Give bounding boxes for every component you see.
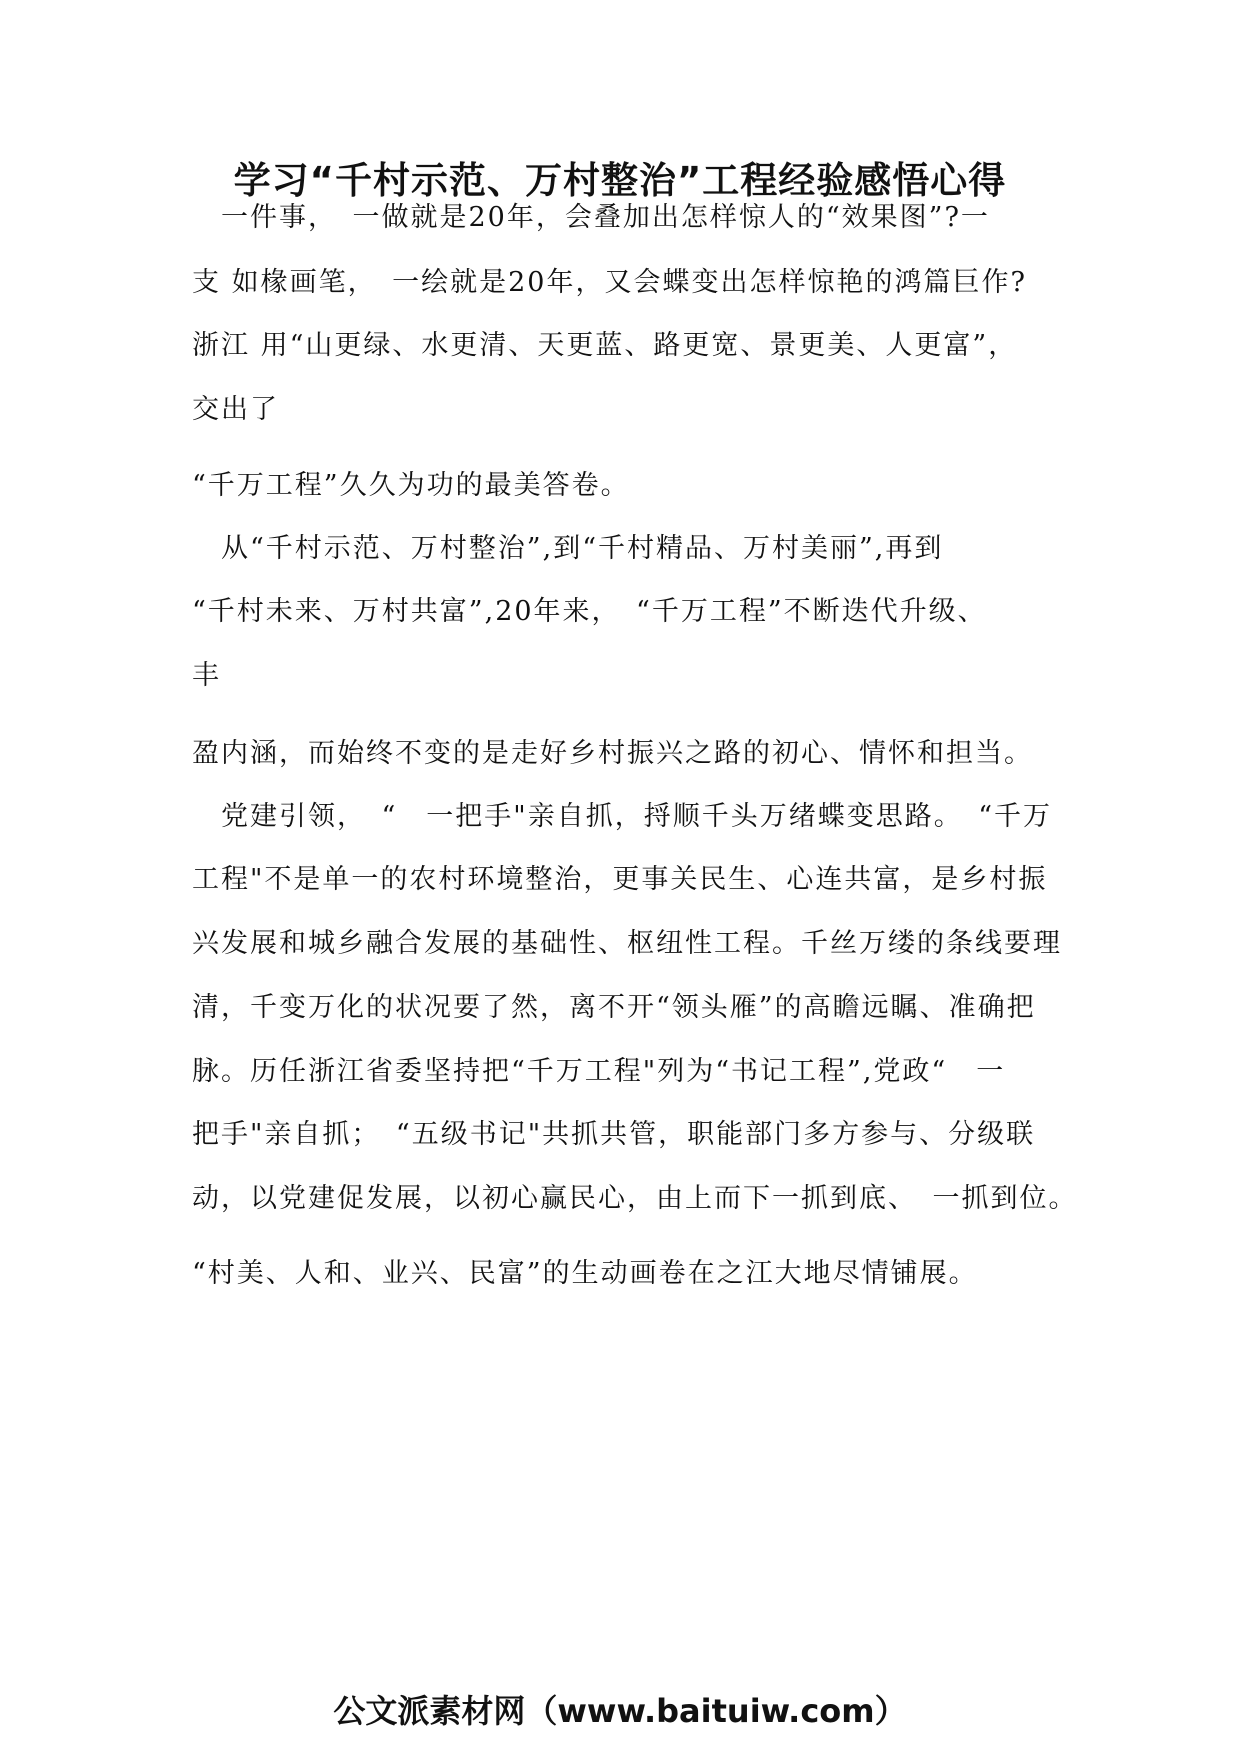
body-line: “村美、人和、业兴、民富”的生动画卷在之江大地尽情铺展。 bbox=[192, 1258, 978, 1289]
body-line: 清，千变万化的状况要了然，离不开“领头雁”的高瞻远瞩、准确把 bbox=[192, 992, 1036, 1023]
body-line: 把手"亲自抓； “五级书记"共抓共管，职能部门多方参与、分级联 bbox=[192, 1119, 1036, 1150]
document-title: 学习“千村示范、万村整治”工程经验感悟心得 bbox=[233, 159, 1007, 202]
body-line: 支 如椽画笔， 一绘就是20年，又会蝶变出怎样惊艳的鸿篇巨作? bbox=[192, 267, 1027, 298]
body-line: 交出了 bbox=[192, 394, 279, 425]
body-line: 动，以党建促发展，以初心赢民心，由上而下一抓到底、 一抓到位。 bbox=[192, 1183, 1078, 1214]
body-line: 丰 bbox=[192, 660, 221, 691]
body-line: 浙江 用“山更绿、水更清、天更蓝、路更宽、景更美、人更富”， bbox=[192, 330, 1018, 361]
footer-source: 公文派素材网（www.baituiw.com） bbox=[333, 1692, 907, 1730]
body-line: 从“千村示范、万村整治”,到“千村精品、万村美丽”,再到 bbox=[192, 533, 944, 564]
body-line: “千万工程”久久为功的最美答卷。 bbox=[192, 470, 630, 501]
body-line: 党建引领， “ 一把手"亲自抓，捋顺千头万绪蝶变思路。 “千万 bbox=[192, 801, 1053, 832]
body-line: “千村未来、万村共富”,20年来， “千万工程”不断迭代升级、 bbox=[192, 596, 987, 627]
body-line: 兴发展和城乡融合发展的基础性、枢纽性工程。千丝万缕的条线要理 bbox=[192, 928, 1062, 959]
body-line: 脉。历任浙江省委坚持把“千万工程"列为“书记工程”,党政“ 一 bbox=[192, 1056, 1006, 1087]
body-line: 一件事， 一做就是20年，会叠加出怎样惊人的“效果图”?一 bbox=[192, 202, 990, 233]
body-line: 工程"不是单一的农村环境整治，更事关民生、心连共富，是乡村振 bbox=[192, 864, 1048, 895]
body-line: 盈内涵，而始终不变的是走好乡村振兴之路的初心、情怀和担当。 bbox=[192, 738, 1033, 769]
